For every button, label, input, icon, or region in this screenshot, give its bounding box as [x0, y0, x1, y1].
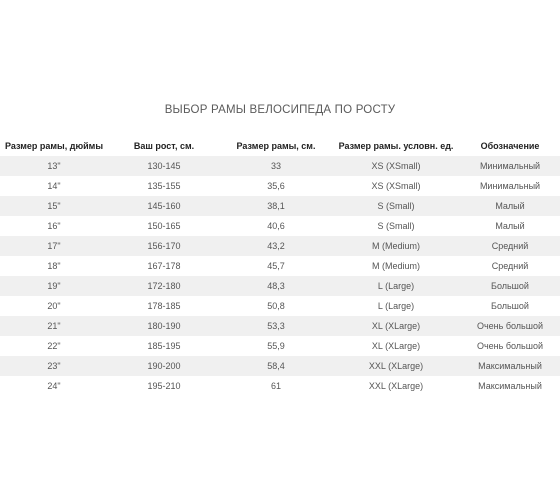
table-row: [0, 256, 560, 276]
cell-height: 178-185: [108, 296, 220, 316]
header-frame-size-units: Размер рамы. условн. ед.: [332, 136, 460, 156]
cell-frame-cm: 50,8: [220, 296, 332, 316]
cell-frame-cm: 53,3: [220, 316, 332, 336]
table-row: [0, 156, 560, 176]
cell-designation: Малый: [460, 196, 560, 216]
cell-frame-units: M (Medium): [332, 236, 460, 256]
table-row: [0, 236, 560, 256]
cell-designation: Очень большой: [460, 336, 560, 356]
header-your-height: Ваш рост, см.: [108, 136, 220, 156]
table-header-row: [0, 136, 560, 156]
cell-designation: Максимальный: [460, 356, 560, 376]
cell-frame-units: M (Medium): [332, 256, 460, 276]
cell-frame-cm: 35,6: [220, 176, 332, 196]
cell-frame-inches: 22": [0, 336, 108, 356]
cell-designation: Малый: [460, 216, 560, 236]
cell-frame-inches: 19": [0, 276, 108, 296]
header-designation: Обозначение: [460, 136, 560, 156]
table-row: [0, 316, 560, 336]
cell-frame-cm: 55,9: [220, 336, 332, 356]
table-row: [0, 356, 560, 376]
cell-designation: Минимальный: [460, 156, 560, 176]
cell-designation: Максимальный: [460, 376, 560, 396]
table-row: [0, 336, 560, 356]
cell-height: 190-200: [108, 356, 220, 376]
cell-designation: Средний: [460, 256, 560, 276]
cell-frame-inches: 23": [0, 356, 108, 376]
frame-size-table: [0, 136, 560, 396]
cell-frame-cm: 43,2: [220, 236, 332, 256]
cell-frame-units: L (Large): [332, 276, 460, 296]
table-row: [0, 276, 560, 296]
cell-frame-cm: 45,7: [220, 256, 332, 276]
cell-frame-units: XL (XLarge): [332, 316, 460, 336]
cell-frame-units: S (Small): [332, 196, 460, 216]
cell-frame-units: XS (XSmall): [332, 156, 460, 176]
cell-frame-units: L (Large): [332, 296, 460, 316]
cell-designation: Большой: [460, 296, 560, 316]
cell-frame-inches: 20": [0, 296, 108, 316]
cell-frame-units: XXL (XLarge): [332, 376, 460, 396]
table-row: [0, 216, 560, 236]
cell-height: 167-178: [108, 256, 220, 276]
cell-frame-units: XL (XLarge): [332, 336, 460, 356]
cell-height: 172-180: [108, 276, 220, 296]
cell-frame-inches: 16": [0, 216, 108, 236]
cell-height: 135-155: [108, 176, 220, 196]
cell-frame-inches: 24": [0, 376, 108, 396]
cell-designation: Очень большой: [460, 316, 560, 336]
cell-frame-cm: 33: [220, 156, 332, 176]
cell-height: 180-190: [108, 316, 220, 336]
cell-designation: Минимальный: [460, 176, 560, 196]
cell-frame-cm: 38,1: [220, 196, 332, 216]
cell-frame-inches: 13": [0, 156, 108, 176]
table-row: [0, 176, 560, 196]
table-row: [0, 296, 560, 316]
cell-frame-inches: 14": [0, 176, 108, 196]
cell-frame-units: XXL (XLarge): [332, 356, 460, 376]
cell-height: 195-210: [108, 376, 220, 396]
page-title: ВЫБОР РАМЫ ВЕЛОСИПЕДА ПО РОСТУ: [164, 104, 396, 116]
cell-frame-inches: 18": [0, 256, 108, 276]
cell-height: 150-165: [108, 216, 220, 236]
header-frame-size-cm: Размер рамы, см.: [220, 136, 332, 156]
cell-designation: Большой: [460, 276, 560, 296]
cell-height: 156-170: [108, 236, 220, 256]
cell-frame-cm: 61: [220, 376, 332, 396]
cell-designation: Средний: [460, 236, 560, 256]
header-frame-size-inches: Размер рамы, дюймы: [0, 136, 108, 156]
cell-frame-inches: 17": [0, 236, 108, 256]
cell-frame-cm: 40,6: [220, 216, 332, 236]
cell-height: 185-195: [108, 336, 220, 356]
cell-frame-units: S (Small): [332, 216, 460, 236]
cell-frame-units: XS (XSmall): [332, 176, 460, 196]
cell-frame-inches: 15": [0, 196, 108, 216]
cell-height: 145-160: [108, 196, 220, 216]
cell-frame-inches: 21": [0, 316, 108, 336]
table-row: [0, 376, 560, 396]
cell-height: 130-145: [108, 156, 220, 176]
table-row: [0, 196, 560, 216]
cell-frame-cm: 48,3: [220, 276, 332, 296]
cell-frame-cm: 58,4: [220, 356, 332, 376]
